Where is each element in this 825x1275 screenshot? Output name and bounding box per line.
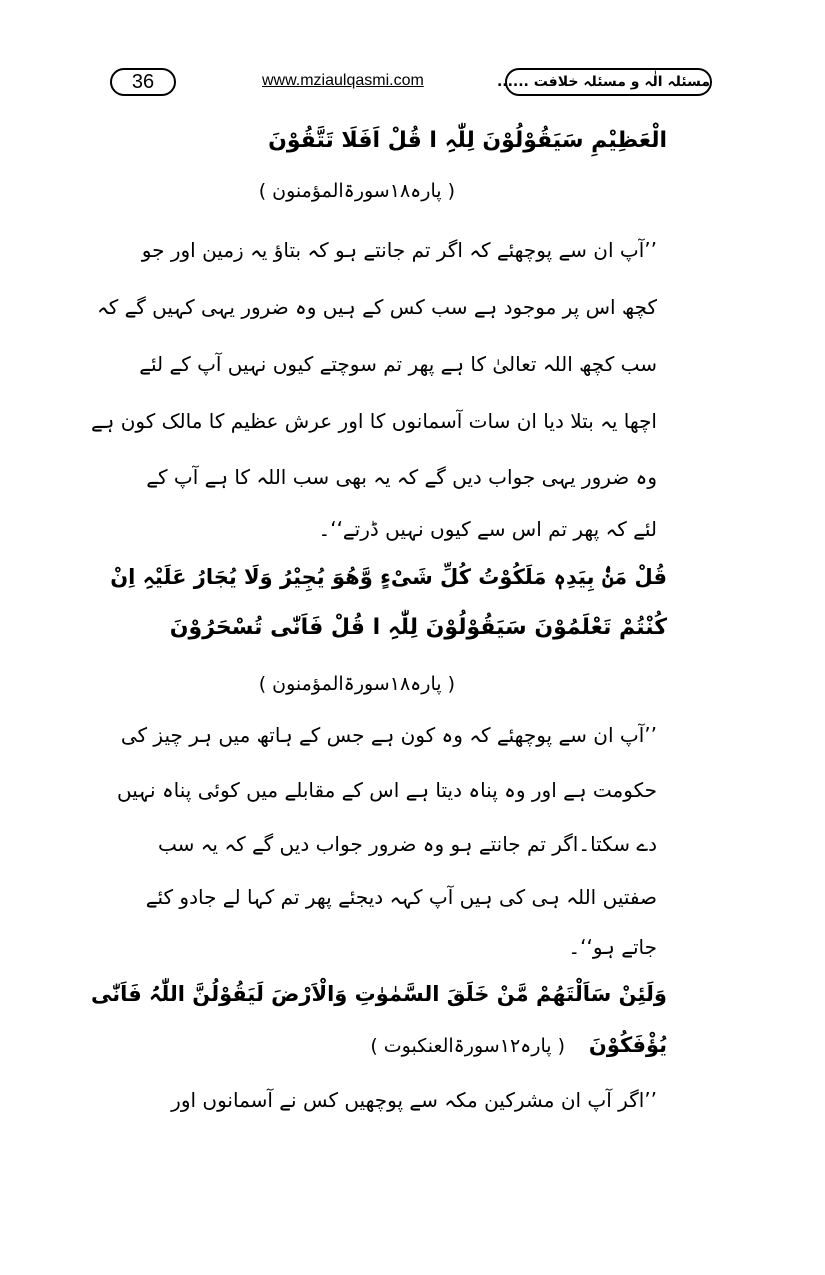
- translation-line: ’’اگر آپ ان مشرکین مکہ سے پوچھیں کس نے آسمانوں اور: [171, 1088, 657, 1112]
- website-url[interactable]: www.mziaulqasmi.com: [262, 72, 424, 89]
- translation-line: کچھ اس پر موجود ہے سب کس کے ہیں وہ ضرور یہی کہیں گے کہ: [96, 295, 657, 319]
- translation-line: دے سکتا۔اگر تم جانتے ہو وہ ضرور جواب دیں گے کہ یہ سب: [157, 832, 657, 856]
- ayah-line: الْعَظِیْمِ سَیَقُوْلُوْنَ لِلّٰہِ ا قُلْ اَفَلَا تَتَّقُوْنَ: [268, 128, 667, 153]
- surah-reference: ( پارہ۱۸سورۃالمؤمنون ): [258, 180, 455, 202]
- translation-line: ’’آپ ان سے پوچھئے کہ اگر تم جانتے ہو کہ بتاؤ یہ زمین اور جو: [141, 238, 657, 262]
- translation-line: صفتیں اللہ ہی کی ہیں آپ کہہ دیجئے پھر تم کہا لے جادو کئے: [145, 885, 657, 909]
- page-header: [0, 0, 825, 100]
- book-title: مسئلہ الٰہ و مسئلہ خلافت ......: [505, 68, 712, 96]
- translation-line: سب کچھ اللہ تعالیٰ کا ہے پھر تم سوچتے کیوں نہیں آپ کے لئے: [139, 352, 657, 376]
- translation-line: جاتے ہو‘‘۔: [568, 935, 657, 959]
- ayah-line: کُنْتُمْ تَعْلَمُوْنَ سَیَقُوْلُوْنَ لِلّٰہِ ا قُلْ فَاَنّٰی تُسْحَرُوْنَ: [169, 615, 667, 640]
- translation-line: ’’آپ ان سے پوچھئے کہ وہ کون ہے جس کے ہاتھ میں ہر چیز کی: [120, 723, 657, 747]
- ayah-line-end: یُؤْفَکُوْنَ: [588, 1033, 667, 1057]
- translation-line: حکومت ہے اور وہ پناہ دیتا ہے اس کے مقابلے میں کوئی پناہ نہیں: [117, 778, 657, 802]
- page-number: 36: [110, 68, 176, 96]
- translation-line: وہ ضرور یہی جواب دیں گے کہ یہ بھی سب اللہ کا ہے آپ کے: [146, 465, 657, 489]
- translation-line: اچھا یہ بتلا دیا ان سات آسمانوں کا اور عرش عظیم کا مالک کون ہے: [90, 409, 657, 433]
- ayah-line: وَلَئِنْ سَاَلْتَھُمْ مَّنْ خَلَقَ السَّمٰوٰتِ وَالْاَرْضَ لَیَقُوْلُنَّ اللّٰہُ فَاَنّٰی: [90, 982, 667, 1006]
- surah-reference: ( پارہ۱۸سورۃالمؤمنون ): [258, 673, 455, 695]
- surah-reference: ( پارہ۱۲سورۃالعنکبوت ): [370, 1035, 565, 1057]
- translation-line: لئے کہ پھر تم اس سے کیوں نہیں ڈرتے‘‘۔: [318, 517, 657, 541]
- ayah-line: قُلْ مَنْۢ بِیَدِہٖ مَلَکُوْتُ کُلِّ شَیْءٍ وَّھُوَ یُجِیْرُ وَلَا یُجَارُ عَلَیْہِ اِنْ: [110, 565, 667, 589]
